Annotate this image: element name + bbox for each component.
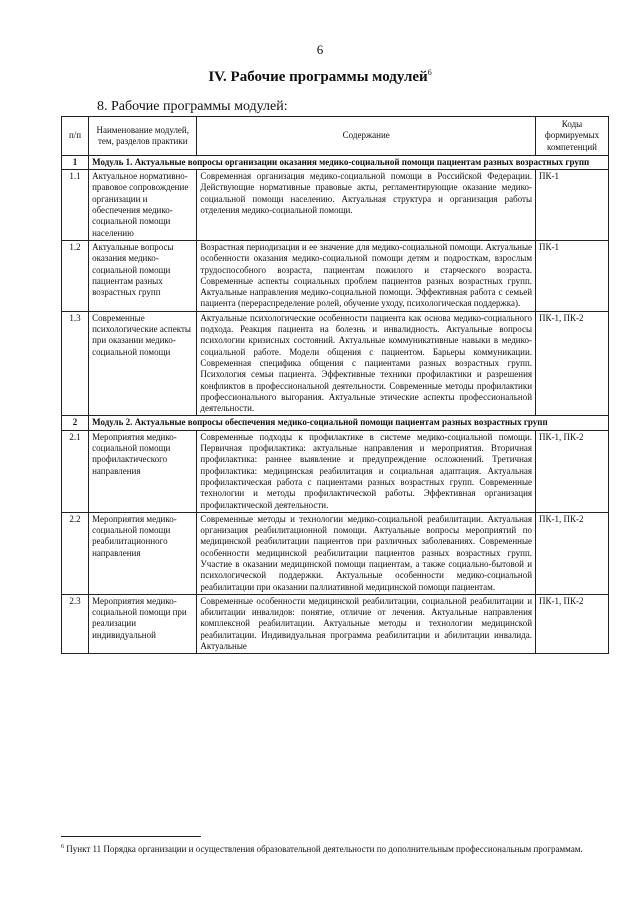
- competence-codes: ПК-1, ПК-2: [536, 594, 609, 653]
- table-row: [62, 311, 609, 416]
- table-row: [62, 512, 609, 594]
- competence-codes: ПК-1: [536, 170, 609, 241]
- topic-content: Современные особенности медицинской реабилитации, социальной реабилитации и абилитации инвалидов: понятие, отличие от лечения. Актуальные направления комплексной реабилитации. Актуальные методы и технологии медицинской реабилитации. Индивидуальная программа реабилитации и абилитации инвалида. Актуальные: [197, 594, 536, 653]
- table-row: [62, 170, 609, 241]
- topic-number: 2.2: [62, 512, 89, 594]
- footnote-text: Пункт 11 Порядка организации и осуществления образовательной деятельности по дополнительным профессиональным программам.: [66, 844, 583, 854]
- topic-number: 2.1: [62, 430, 89, 512]
- topic-name: Актуальное нормативно-правовое сопровождение организации и обеспечения медико-социальной помощи населению: [89, 170, 197, 241]
- table-row: [62, 594, 609, 653]
- header-codes: Коды формируемых компетенций: [536, 117, 609, 156]
- topic-content: Современные методы и технологии медико-социальной реабилитации. Актуальная организация реабилитационной помощи. Актуальные вопросы мероприятий по медицинской реабилитации пациентов при различных заболеваниях. Современные особенности медицинской реабилитации пациентов разных возрастных групп. Участие в оказании медицинской помощи пациентам, а также социально-бытовой и психологической поддержки. Актуальные особенности медико-социальной реабилитации при оказании паллиативной медицинской помощи пациентам.: [197, 512, 536, 594]
- topic-number: 1.3: [62, 311, 89, 416]
- topic-number: 1.2: [62, 240, 89, 311]
- footnote-divider: [61, 836, 201, 837]
- module-number: 2: [62, 416, 89, 430]
- topic-name: Актуальные вопросы оказания медико-социальной помощи пациентам разных возрастных групп: [89, 240, 197, 311]
- topic-content: Современные подходы к профилактике в системе медико-социальной помощи. Первичная профилактика: актуальные направления и мероприятия. Вторичная профилактика: раннее выявление и предупреждение осложнений. Третичная профилактика: медицинская реабилитация и социальная адаптация. Актуальная профилактическая работа с пациентами разных возрастных групп. Современные технологии и методы профилактической работы. Эффективная организация профилактической деятельности.: [197, 430, 536, 512]
- topic-number: 1.1: [62, 170, 89, 241]
- module-title: Модуль 2. Актуальные вопросы обеспечения медико-социальной помощи пациентам разных возрастных групп: [89, 416, 609, 430]
- modules-table: [61, 116, 609, 654]
- footnote-reference: 6: [427, 68, 432, 77]
- header-content: Содержание: [197, 117, 536, 156]
- topic-content: Современная организация медико-социальной помощи в Российской Федерации. Действующие нормативные правовые акты, регламентирующие оказание медико-социальной помощи населению. Актуальная структура и организация работы отделения медико-социальной помощи.: [197, 170, 536, 241]
- page-number: 6: [316, 42, 324, 57]
- table-header-row: [62, 117, 609, 156]
- topic-name: Мероприятия медико-социальной помощи профилактического направления: [89, 430, 197, 512]
- footnote-mark: 6: [61, 844, 64, 850]
- topic-content: Возрастная периодизация и ее значение для медико-социальной помощи. Актуальные особенности оказания медико-социальной помощи детям и подросткам, взрослым трудоспособного возраста, пациентам пожилого и старческого возраста. Современные аспекты социальных проблем пациентов разных возрастных групп. Актуальные направления медико-социальной помощи. Эффективная работа с семьей пациента (перераспределение ролей, обучение уходу, психологическая поддержка).: [197, 240, 536, 311]
- module-title: Модуль 1. Актуальные вопросы организации оказания медико-социальной помощи пациентам разных возрастных групп: [89, 155, 609, 169]
- competence-codes: ПК-1: [536, 240, 609, 311]
- header-name: Наименование модулей, тем, разделов практики: [89, 117, 197, 156]
- module-row: [62, 416, 609, 430]
- section-title: [0, 68, 640, 86]
- competence-codes: ПК-1, ПК-2: [536, 512, 609, 594]
- topic-number: 2.3: [62, 594, 89, 653]
- table-row: [62, 430, 609, 512]
- footnote: [61, 842, 609, 856]
- table-row: [62, 240, 609, 311]
- competence-codes: ПК-1, ПК-2: [536, 311, 609, 416]
- topic-name: Мероприятия медико-социальной помощи реабилитационного направления: [89, 512, 197, 594]
- module-row: [62, 155, 609, 169]
- competence-codes: ПК-1, ПК-2: [536, 430, 609, 512]
- section-title-text: IV. Рабочие программы модулей: [208, 69, 428, 85]
- header-num: п/п: [62, 117, 89, 156]
- topic-name: Современные психологические аспекты при оказании медико-социальной помощи: [89, 311, 197, 416]
- module-number: 1: [62, 155, 89, 169]
- subsection-title: 8. Рабочие программы модулей:: [97, 99, 288, 114]
- topic-content: Актуальные психологические особенности пациента как основа медико-социального подхода. Реакция пациента на болезнь и инвалидность. Актуальные вопросы психологии кризисных состояний. Актуальные коммуникативные навыки в медико-социальной работе. Модели общения с пациентом. Барьеры коммуникации. Современная специфика общения с пациентами разных возрастных групп. Психология семьи пациента. Эффективные техники профилактики и разрешения конфликтов в профессиональной деятельности. Современные методы профилактики профессионального выгорания. Актуальные этические аспекты профессиональной деятельности.: [197, 311, 536, 416]
- topic-name: Мероприятия медико-социальной помощи при реализации индивидуальной: [89, 594, 197, 653]
